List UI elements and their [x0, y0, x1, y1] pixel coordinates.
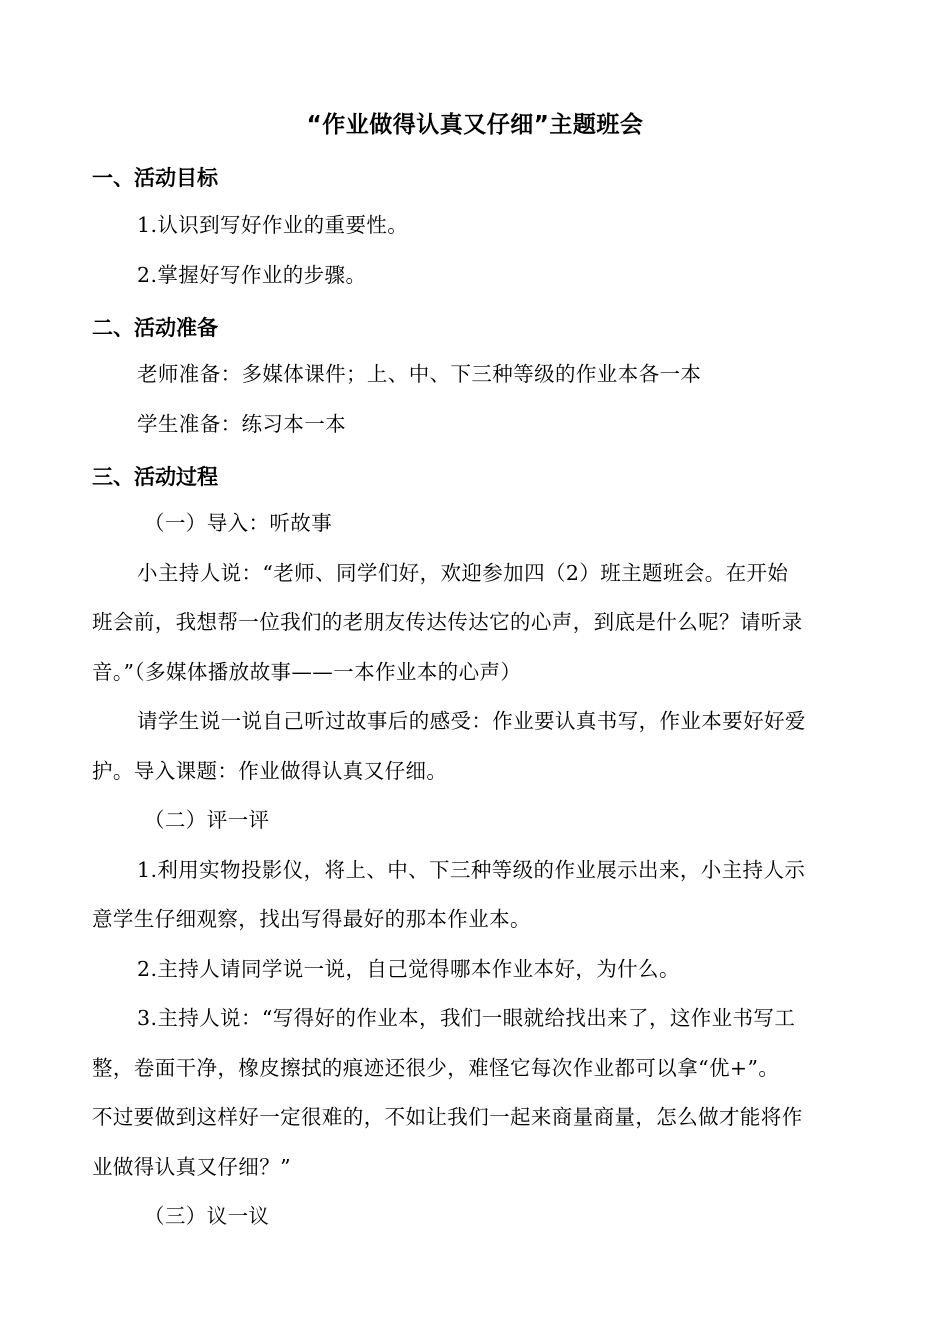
subheading-discuss: （三）议一议	[144, 1204, 270, 1228]
paragraph-line: 护。导入课题：作业做得认真又仔细。	[92, 758, 448, 783]
preparation-item: 老师准备：多媒体课件；上、中、下三种等级的作业本各一本	[137, 362, 702, 386]
page-title: “作业做得认真又仔细”主题班会	[306, 112, 644, 138]
section-heading-process: 三、活动过程	[92, 465, 218, 489]
paragraph-line: 整，卷面干净，橡皮擦拭的痕迹还很少，难怪它每次作业都可以拿“优+”。	[92, 1055, 780, 1080]
paragraph-line: 1.利用实物投影仪，将上、中、下三种等级的作业展示出来，小主持人示	[137, 857, 806, 882]
paragraph-line: 小主持人说：“老师、同学们好，欢迎参加四（2）班主题班会。在开始	[137, 560, 789, 585]
process-body	[92, 499, 860, 1242]
goals-body	[92, 201, 860, 300]
goal-item: 2.掌握好写作业的步骤。	[137, 262, 367, 287]
paragraph-line: 班会前，我想帮一位我们的老朋友传达传达它的心声，到底是什么呢？请听录	[92, 610, 803, 634]
preparation-item: 学生准备：练习本一本	[137, 411, 346, 436]
paragraph-line: 2.主持人请同学说一说，自己觉得哪本作业本好，为什么。	[137, 956, 680, 981]
preparation-body	[92, 350, 860, 449]
subheading-intro: （一）导入：听故事	[144, 511, 333, 535]
paragraph-line: 业做得认真又仔细？”	[92, 1154, 291, 1179]
paragraph-line: 请学生说一说自己听过故事后的感受：作业要认真书写，作业本要好好爱	[137, 709, 806, 733]
goal-item: 1.认识到写好作业的重要性。	[137, 213, 409, 237]
section-heading-goals: 一、活动目标	[92, 166, 218, 190]
section-heading-preparation: 二、活动准备	[92, 316, 218, 340]
subheading-evaluate: （二）评一评	[144, 808, 270, 832]
paragraph-line: 意学生仔细观察，找出写得最好的那本作业本。	[92, 907, 531, 931]
paragraph-line: 不过要做到这样好一定很难的，不如让我们一起来商量商量，怎么做才能将作	[92, 1105, 803, 1129]
paragraph-line: 音。”（多媒体播放故事——一本作业本的心声）	[92, 659, 522, 684]
paragraph-line: 3.主持人说：“写得好的作业本，我们一眼就给找出来了，这作业书写工	[137, 1006, 796, 1030]
